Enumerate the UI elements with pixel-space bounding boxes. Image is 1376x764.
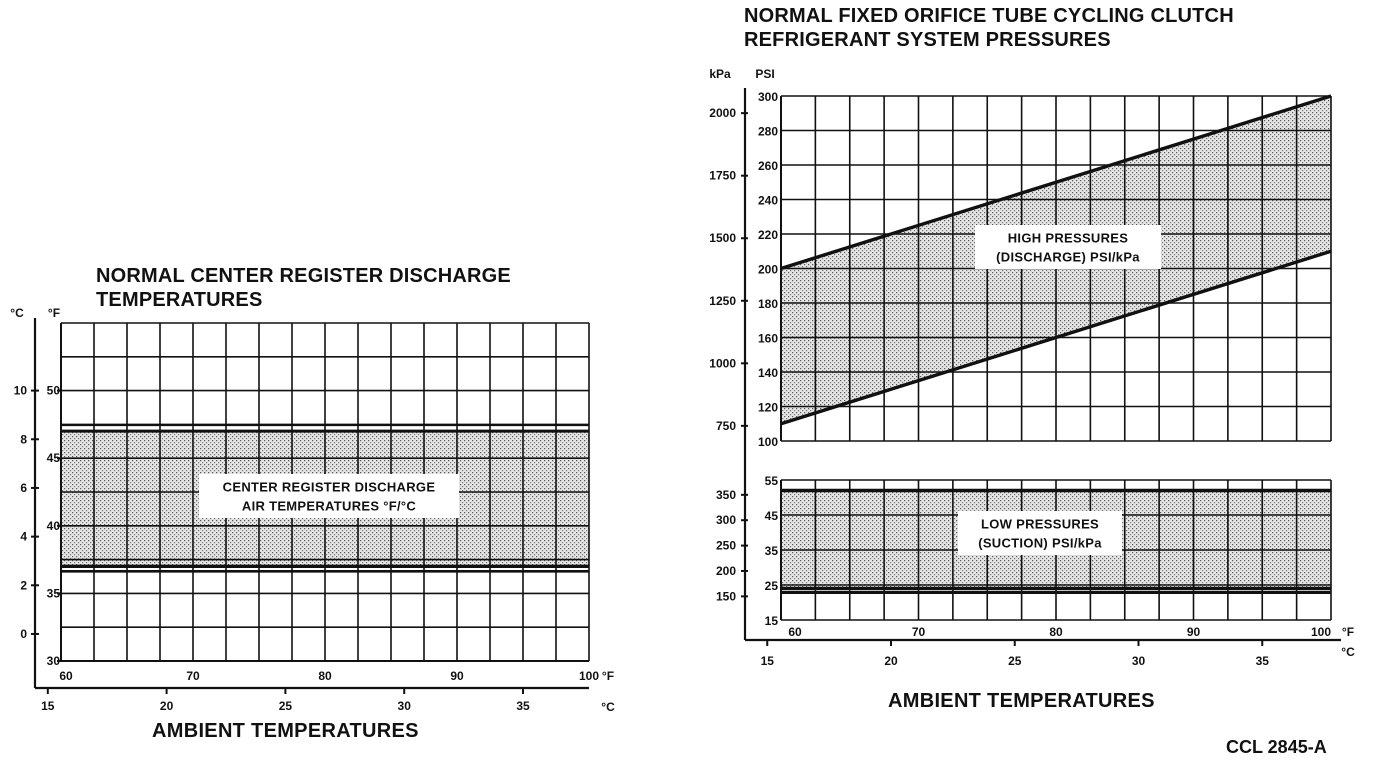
- low-y-tick-label-psi: 15: [764, 614, 778, 628]
- high-y-tick-label-psi: 240: [757, 193, 778, 208]
- low-y-tick-label-psi: 45: [764, 509, 778, 523]
- right-x-axis-title: AMBIENT TEMPERATURES: [888, 690, 1155, 712]
- left-y-tick-label-f: 45: [46, 451, 60, 466]
- high-y-tick-label-kpa: 1500: [709, 231, 736, 246]
- high-y-tick-label-psi: 220: [757, 228, 778, 242]
- right-x-tick-label-c: 20: [884, 654, 898, 668]
- left-y-unit-c: °C: [10, 306, 24, 320]
- high-y-tick-label-kpa: 750: [715, 418, 736, 433]
- high-y-tick-label-psi: 200: [757, 262, 778, 277]
- low-y-tick-label-psi: 35: [764, 544, 778, 558]
- low-y-tick-label-kpa: 250: [715, 538, 736, 553]
- high-y-tick-label-psi: 300: [757, 90, 778, 104]
- right-y-unit-kpa: kPa: [709, 67, 731, 81]
- right-x-unit-c: °C: [1341, 645, 1355, 659]
- left-x-tick-label-c: 15: [41, 699, 55, 713]
- low-pressure-label-line-1: LOW PRESSURES: [980, 516, 1100, 532]
- low-pressure-label-line-2: (SUCTION) PSI/kPa: [978, 535, 1102, 551]
- low-y-tick-label-kpa: 300: [715, 513, 736, 528]
- low-y-tick-label-psi: 55: [764, 474, 778, 488]
- right-chart-title: NORMAL FIXED ORIFICE TUBE CYCLING CLUTCH REFRIGERANT SYSTEM PRESSURES: [744, 5, 1234, 51]
- high-y-tick-label-psi: 140: [757, 366, 778, 380]
- left-x-unit-f: °F: [601, 669, 615, 683]
- right-x-tick-label-f: 80: [1049, 625, 1063, 639]
- right-x-unit-f: °F: [1341, 625, 1355, 639]
- left-chart-title: NORMAL CENTER REGISTER DISCHARGE TEMPERATURES: [96, 265, 511, 311]
- left-x-tick-label-f: 100: [578, 669, 600, 683]
- left-x-tick-label-c: 20: [159, 699, 174, 713]
- left-x-tick-label-f: 70: [186, 669, 200, 683]
- high-y-tick-label-psi: 100: [757, 435, 778, 449]
- left-y-tick-label-c: 2: [20, 578, 27, 593]
- figure-code: CCL 2845-A: [1226, 737, 1327, 757]
- right-x-tick-label-f: 90: [1186, 625, 1201, 639]
- low-y-tick-label-kpa: 350: [715, 487, 736, 502]
- high-y-tick-label-psi: 180: [757, 297, 778, 311]
- right-y-unit-psi: PSI: [755, 67, 775, 81]
- high-pressure-label-line-2: (DISCHARGE) PSI/kPa: [996, 249, 1140, 265]
- left-x-tick-label-c: 30: [397, 699, 411, 713]
- left-x-tick-label-f: 80: [318, 669, 332, 683]
- high-y-tick-label-kpa: 1750: [709, 168, 736, 183]
- high-pressure-label-line-1: HIGH PRESSURES: [1007, 230, 1129, 246]
- left-x-tick-label-f: 60: [59, 669, 73, 683]
- low-y-tick-label-psi: 25: [764, 579, 778, 593]
- right-x-tick-label-c: 15: [760, 654, 774, 668]
- high-y-tick-label-psi: 280: [757, 124, 778, 139]
- left-y-tick-label-f: 30: [46, 654, 60, 668]
- left-y-tick-label-c: 0: [20, 626, 27, 641]
- high-pressure-label-group: [975, 225, 1161, 269]
- left-x-tick-label-f: 90: [450, 669, 464, 683]
- left-y-tick-label-c: 8: [20, 432, 27, 447]
- low-y-tick-label-kpa: 150: [715, 589, 736, 604]
- right-x-tick-label-f: 70: [911, 625, 926, 639]
- high-y-tick-label-kpa: 1250: [709, 293, 736, 308]
- left-y-tick-label-f: 35: [46, 586, 60, 601]
- high-y-tick-label-kpa: 2000: [709, 106, 736, 121]
- right-x-tick-label-c: 25: [1008, 654, 1022, 668]
- left-y-tick-label-c: 4: [20, 529, 27, 544]
- left-y-unit-f: °F: [47, 306, 61, 320]
- left-x-tick-label-c: 35: [516, 699, 530, 713]
- right-x-tick-label-f: 100: [1310, 625, 1332, 639]
- high-y-tick-label-psi: 120: [757, 400, 778, 415]
- low-y-tick-label-kpa: 200: [715, 563, 736, 578]
- left-y-tick-label-f: 40: [46, 518, 60, 533]
- left-x-unit-c: °C: [601, 700, 615, 714]
- low-pressure-label-group: [958, 511, 1122, 555]
- left-y-tick-label-c: 10: [13, 383, 27, 398]
- left-y-tick-label-c: 6: [20, 480, 27, 495]
- left-band-label-line-2: AIR TEMPERATURES °F/°C: [241, 498, 417, 514]
- right-x-tick-label-f: 60: [788, 625, 802, 639]
- high-y-tick-label-psi: 260: [757, 159, 778, 173]
- high-y-tick-label-psi: 160: [757, 331, 778, 346]
- left-x-tick-label-c: 25: [278, 699, 293, 713]
- left-band-label-group: [199, 474, 459, 518]
- right-x-tick-label-c: 35: [1255, 654, 1269, 668]
- left-x-axis-title: AMBIENT TEMPERATURES: [152, 720, 419, 742]
- right-x-tick-label-c: 30: [1131, 654, 1146, 668]
- high-y-tick-label-kpa: 1000: [709, 356, 736, 371]
- left-band-label-line-1: CENTER REGISTER DISCHARGE: [222, 479, 436, 495]
- left-y-tick-label-f: 50: [46, 383, 60, 398]
